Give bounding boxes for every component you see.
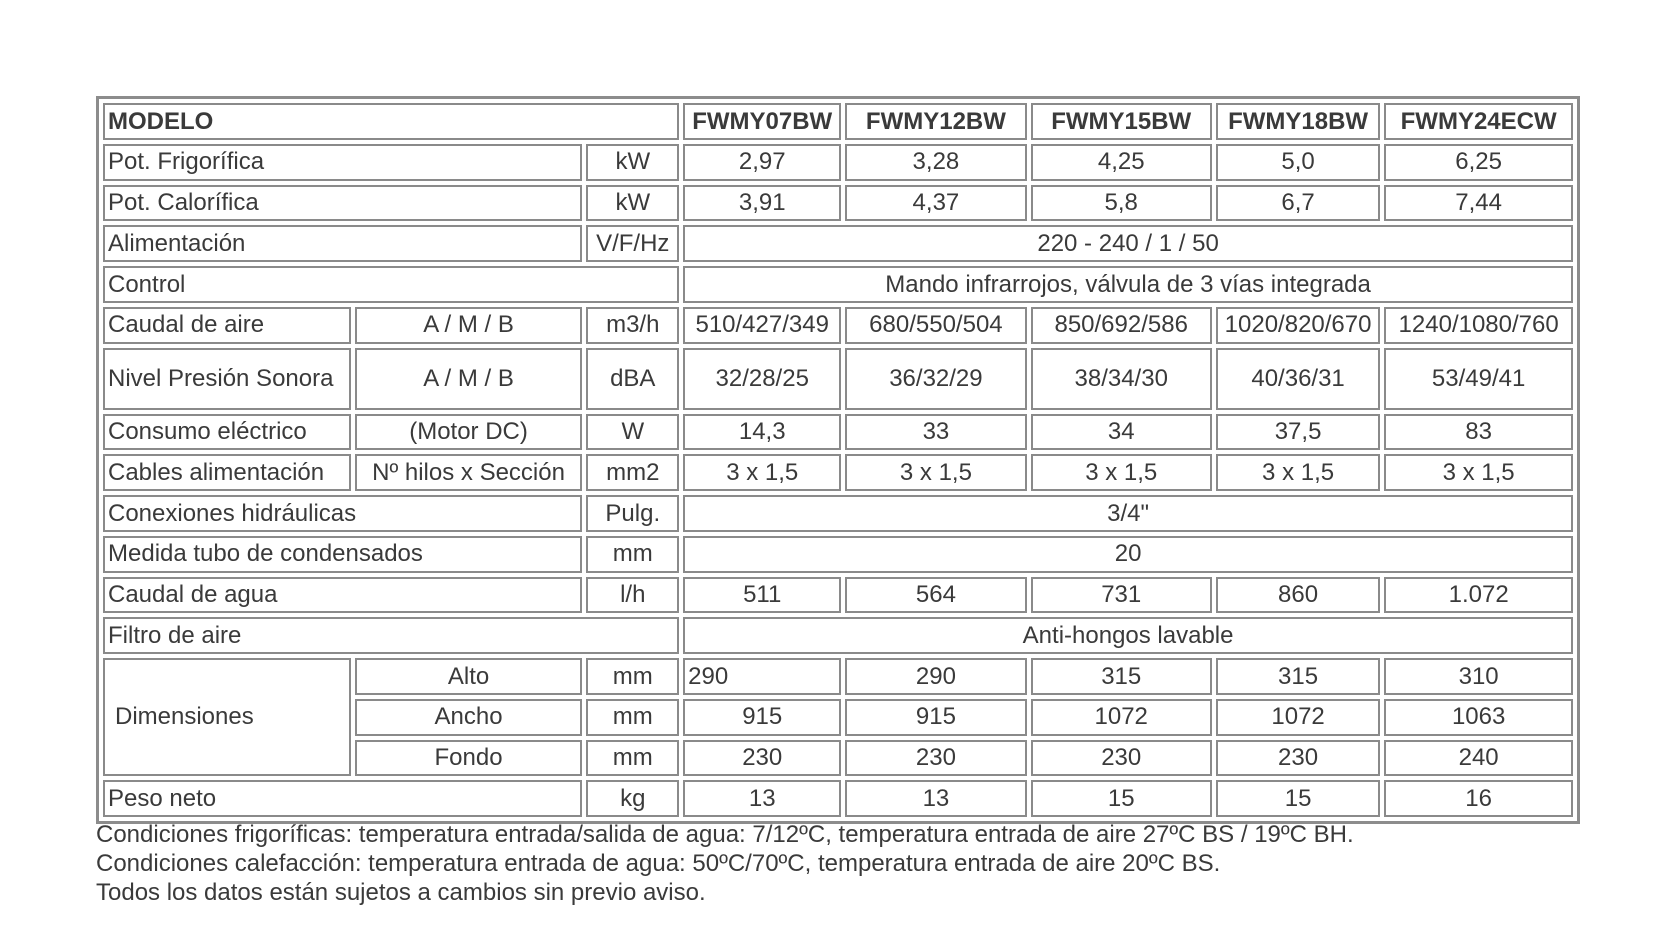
row-label: Nivel Presión Sonora <box>103 348 351 410</box>
table-row <box>103 577 1573 614</box>
row-label: Pot. Calorífica <box>103 185 582 222</box>
value-cell: 34 <box>1031 414 1212 451</box>
value-cell: 40/36/31 <box>1216 348 1380 410</box>
table-row <box>103 495 1573 532</box>
value-cell: 564 <box>845 577 1026 614</box>
table-row <box>103 536 1573 573</box>
unit-cell: kW <box>586 144 679 181</box>
model-header-label: MODELO <box>103 103 679 140</box>
table-row <box>103 617 1573 654</box>
value-cell: 14,3 <box>683 414 841 451</box>
value-cell: 5,0 <box>1216 144 1380 181</box>
value-cell: 36/32/29 <box>845 348 1026 410</box>
value-cell: 230 <box>845 740 1026 777</box>
sub-label-cell: A / M / B <box>355 348 583 410</box>
row-label: Conexiones hidráulicas <box>103 495 582 532</box>
unit-cell: Pulg. <box>586 495 679 532</box>
value-cell: 83 <box>1384 414 1573 451</box>
sub-label-cell: Nº hilos x Sección <box>355 454 583 491</box>
merged-value-cell: 20 <box>683 536 1573 573</box>
merged-value-cell: 220 - 240 / 1 / 50 <box>683 225 1573 262</box>
footnote-line: Todos los datos están sujetos a cambios sin previo aviso. <box>96 879 706 906</box>
dimensions-label: Dimensiones <box>103 658 351 776</box>
table-row <box>103 414 1573 451</box>
table-header-row <box>103 103 1573 140</box>
value-cell: 13 <box>683 780 841 817</box>
value-cell: 32/28/25 <box>683 348 841 410</box>
value-cell: 1240/1080/760 <box>1384 307 1573 344</box>
unit-cell: mm <box>586 536 679 573</box>
row-label: Medida tubo de condensados <box>103 536 582 573</box>
value-cell: 38/34/30 <box>1031 348 1212 410</box>
unit-cell: W <box>586 414 679 451</box>
value-cell: 915 <box>683 699 841 736</box>
sub-label-cell: Fondo <box>355 740 583 777</box>
value-cell: 3 x 1,5 <box>1031 454 1212 491</box>
row-label: Pot. Frigorífica <box>103 144 582 181</box>
merged-value-cell: Mando infrarrojos, válvula de 3 vías integrada <box>683 266 1573 303</box>
value-cell: 731 <box>1031 577 1212 614</box>
table-row <box>103 266 1573 303</box>
row-label: Consumo eléctrico <box>103 414 351 451</box>
unit-cell: mm <box>586 699 679 736</box>
value-cell: 3,91 <box>683 185 841 222</box>
unit-cell: dBA <box>586 348 679 410</box>
model-header-cell: FWMY18BW <box>1216 103 1380 140</box>
table-row <box>103 780 1573 817</box>
model-header-cell: FWMY12BW <box>845 103 1026 140</box>
sub-label-cell: (Motor DC) <box>355 414 583 451</box>
value-cell: 53/49/41 <box>1384 348 1573 410</box>
sub-label-cell: A / M / B <box>355 307 583 344</box>
value-cell: 6,25 <box>1384 144 1573 181</box>
value-cell: 850/692/586 <box>1031 307 1212 344</box>
value-cell: 315 <box>1216 658 1380 695</box>
value-cell: 3 x 1,5 <box>1384 454 1573 491</box>
value-cell: 2,97 <box>683 144 841 181</box>
value-cell: 290 <box>845 658 1026 695</box>
value-cell: 3,28 <box>845 144 1026 181</box>
value-cell: 230 <box>683 740 841 777</box>
model-header-cell: FWMY15BW <box>1031 103 1212 140</box>
table-row <box>103 144 1573 181</box>
sub-label-cell: Ancho <box>355 699 583 736</box>
value-cell: 33 <box>845 414 1026 451</box>
value-cell: 4,25 <box>1031 144 1212 181</box>
value-cell: 1.072 <box>1384 577 1573 614</box>
table-row <box>103 307 1573 344</box>
value-cell: 315 <box>1031 658 1212 695</box>
value-cell: 16 <box>1384 780 1573 817</box>
value-cell: 511 <box>683 577 841 614</box>
table-row <box>103 225 1573 262</box>
value-cell: 4,37 <box>845 185 1026 222</box>
merged-value-cell: 3/4" <box>683 495 1573 532</box>
value-cell: 6,7 <box>1216 185 1380 222</box>
unit-cell: mm2 <box>586 454 679 491</box>
value-cell: 1072 <box>1031 699 1212 736</box>
value-cell: 230 <box>1031 740 1212 777</box>
sub-label-cell: Alto <box>355 658 583 695</box>
value-cell: 37,5 <box>1216 414 1380 451</box>
value-cell: 680/550/504 <box>845 307 1026 344</box>
value-cell: 5,8 <box>1031 185 1212 222</box>
value-cell: 290 <box>683 658 841 695</box>
footnotes <box>96 820 1354 907</box>
unit-cell: mm <box>586 658 679 695</box>
row-label: Control <box>103 266 679 303</box>
row-label: Alimentación <box>103 225 582 262</box>
unit-cell: V/F/Hz <box>586 225 679 262</box>
value-cell: 3 x 1,5 <box>845 454 1026 491</box>
value-cell: 3 x 1,5 <box>1216 454 1380 491</box>
merged-value-cell: Anti-hongos lavable <box>683 617 1573 654</box>
value-cell: 240 <box>1384 740 1573 777</box>
footnote-line: Condiciones calefacción: temperatura entrada de agua: 50ºC/70ºC, temperatura entrada de aire 20ºC BS. <box>96 850 1221 877</box>
unit-cell: kg <box>586 780 679 817</box>
model-header-cell: FWMY07BW <box>683 103 841 140</box>
row-label: Cables alimentación <box>103 454 351 491</box>
table-row <box>103 185 1573 222</box>
table-row <box>103 658 1573 695</box>
table-row <box>103 454 1573 491</box>
row-label: Caudal de aire <box>103 307 351 344</box>
table-row <box>103 348 1573 410</box>
value-cell: 7,44 <box>1384 185 1573 222</box>
value-cell: 860 <box>1216 577 1380 614</box>
value-cell: 1072 <box>1216 699 1380 736</box>
model-header-cell: FWMY24ECW <box>1384 103 1573 140</box>
row-label: Peso neto <box>103 780 582 817</box>
specifications-table <box>96 96 1580 824</box>
row-label: Caudal de agua <box>103 577 582 614</box>
unit-cell: m3/h <box>586 307 679 344</box>
unit-cell: l/h <box>586 577 679 614</box>
value-cell: 3 x 1,5 <box>683 454 841 491</box>
value-cell: 15 <box>1031 780 1212 817</box>
value-cell: 13 <box>845 780 1026 817</box>
value-cell: 510/427/349 <box>683 307 841 344</box>
value-cell: 230 <box>1216 740 1380 777</box>
footnote-line: Condiciones frigoríficas: temperatura entrada/salida de agua: 7/12ºC, temperatura entrada de aire 27ºC BS / 19ºC BH. <box>96 821 1354 848</box>
value-cell: 15 <box>1216 780 1380 817</box>
row-label: Filtro de aire <box>103 617 679 654</box>
unit-cell: kW <box>586 185 679 222</box>
value-cell: 915 <box>845 699 1026 736</box>
unit-cell: mm <box>586 740 679 777</box>
value-cell: 1063 <box>1384 699 1573 736</box>
value-cell: 1020/820/670 <box>1216 307 1380 344</box>
value-cell: 310 <box>1384 658 1573 695</box>
